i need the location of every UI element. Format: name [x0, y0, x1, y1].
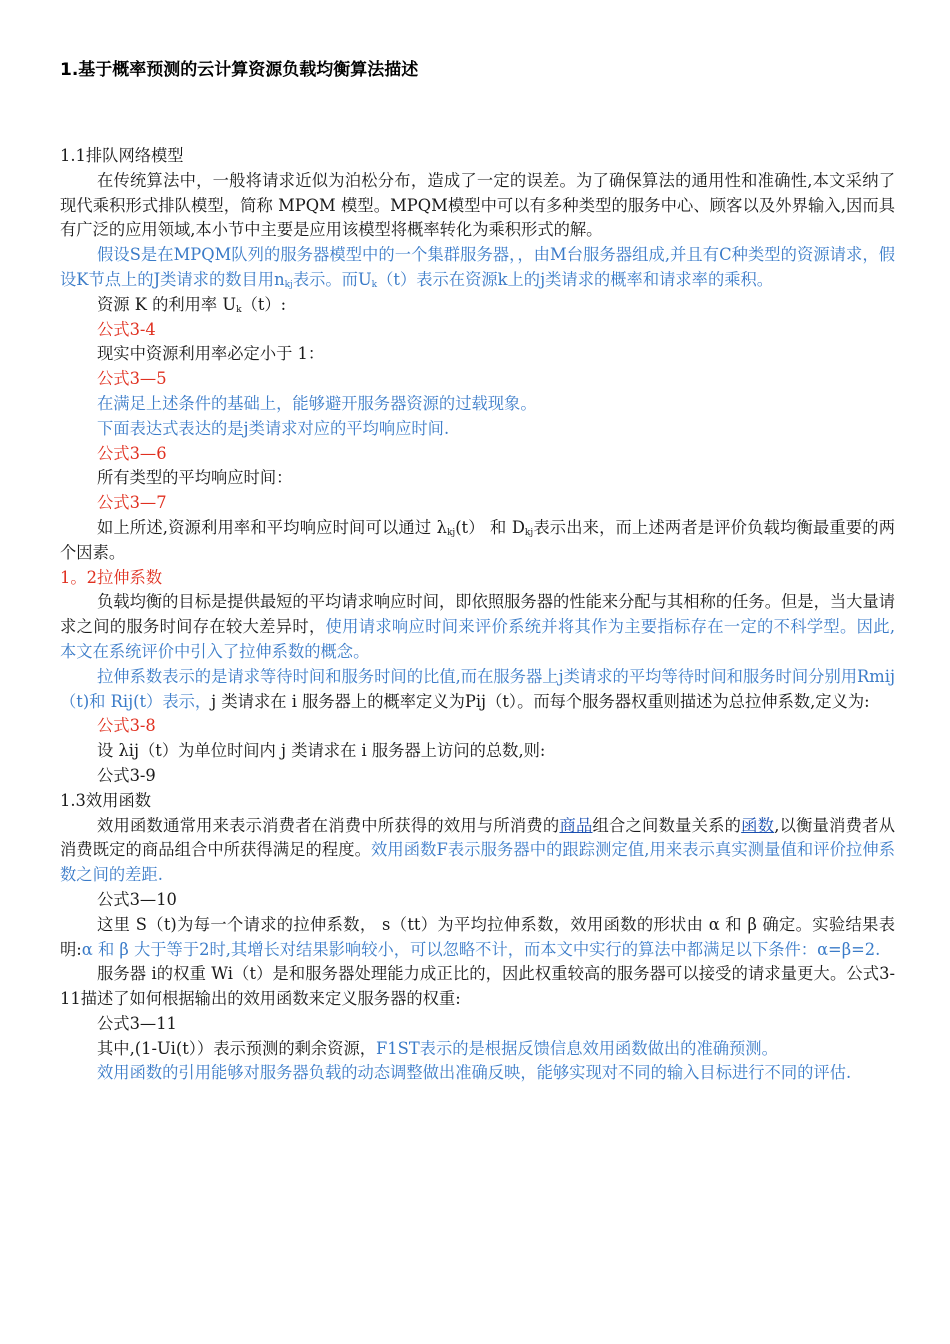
link-function[interactable]: 函数 [741, 815, 775, 835]
paragraph: 在传统算法中，一般将请求近似为泊松分布，造成了一定的误差。为了确保算法的通用性和准确性,本文采纳了现代乘积形式排队模型，简称 MPQM 模型。MPQM模型中可以有多种类型的服务中心、顾客以及外界输入,因而具有广泛的应用领域,本小节中主要是应用该模型将概率转化为乘积形式的解。 [60, 170, 895, 240]
paragraph: 效用函数通常用来表示消费者在消费中所获得的效用与所消费的商品组合之间数量关系的函数,以衡量消费者从消费既定的商品组合中所获得满足的程度。效用函数F表示服务器中的跟踪测定值,用来表示真实测量值和评价拉伸系数之间的差距. [60, 815, 895, 885]
paragraph: 拉伸系数表示的是请求等待时间和服务时间的比值,而在服务器上j类请求的平均等待时间和服务时间分别用Rmij（t)和 Rij(t）表示，j 类请求在 i 服务器上的概率定义为Pij（t）。而每个服务器权重则描述为总拉伸系数,定义为: [60, 666, 895, 711]
paragraph-highlighted: 效用函数的引用能够对服务器负载的动态调整做出准确反映，能够实现对不同的输入目标进行不同的评估. [97, 1063, 852, 1083]
paragraph: 现实中资源利用率必定小于 1： [97, 344, 325, 364]
formula-placeholder: 公式3—7 [97, 493, 167, 513]
link-goods[interactable]: 商品 [559, 815, 593, 835]
paragraph: 服务器 i的权重 Wi（t）是和服务器处理能力成正比的，因此权重较高的服务器可以接受的请求量更大。公式3-11描述了如何根据输出的效用函数来定义服务器的权重: [60, 964, 895, 1009]
formula-placeholder: 公式3—5 [97, 369, 167, 389]
section-heading-1-1: 1.1排队网络模型 [60, 146, 184, 165]
formula-placeholder: 公式3-4 [97, 319, 156, 339]
section-heading-1-3: 1.3效用函数 [60, 790, 152, 810]
formula-placeholder: 公式3-9 [97, 765, 156, 785]
formula-placeholder: 公式3—10 [97, 889, 177, 909]
paragraph: 所有类型的平均响应时间： [97, 468, 293, 488]
paragraph-highlighted: 在满足上述条件的基础上，能够避开服务器资源的过载现象。 [97, 393, 537, 413]
formula-placeholder: 公式3—6 [97, 443, 167, 463]
paragraph-highlighted: 假设S是在MPQM队列的服务器模型中的一个集群服务器，，由M台服务器组成,并且有C种类型的资源请求，假设K节点上的J类请求的数目用$n_{kj}$表示。而$U_k(t)$表示在资源k上的j类请求的概率和请求率的乘积。 [60, 245, 895, 290]
paragraph: 如上所述,资源利用率和平均响应时间可以通过 $\lambda_{kj}(t)$ 和 $D_{kj}$表示出来，而上述两者是评价负载均衡最重要的两个因素。 [60, 517, 895, 562]
document-title: 1.基于概率预测的云计算资源负载均衡算法描述 [60, 60, 419, 80]
paragraph: 其中,(1-Ui(t））表示预测的剩余资源，F1ST表示的是根据反馈信息效用函数做出的准确预测。 [97, 1038, 778, 1058]
formula-placeholder: 公式3—11 [97, 1013, 177, 1033]
formula-placeholder: 公式3-8 [97, 716, 156, 736]
paragraph: 负载均衡的目标是提供最短的平均请求响应时间，即依照服务器的性能来分配与其相称的任务。但是，当大量请求之间的服务时间存在较大差异时，使用请求响应时间来评价系统并将其作为主要指标存在一定的不科学型。因此,本文在系统评价中引入了拉伸系数的概念。 [60, 592, 895, 661]
section-heading-1-2: 1。2拉伸系数 [60, 567, 163, 587]
paragraph: 设 λij（t）为单位时间内 j 类请求在 i 服务器上访问的总数,则: [97, 741, 546, 761]
document-page [60, 56, 895, 1086]
paragraph: 这里 S（t)为每一个请求的拉伸系数， s（tt）为平均拉伸系数，效用函数的形状由 α 和 β 确定。实验结果表明:α 和 β 大于等于2时,其增长对结果影响较小，可以忽略不计，而本文中实行的算法中都满足以下条件：α=β=2. [60, 914, 895, 959]
paragraph-highlighted: 下面表达式表达的是j类请求对应的平均响应时间. [97, 418, 450, 438]
paragraph: 资源 K 的利用率 $U_k(t)$: [97, 294, 287, 315]
